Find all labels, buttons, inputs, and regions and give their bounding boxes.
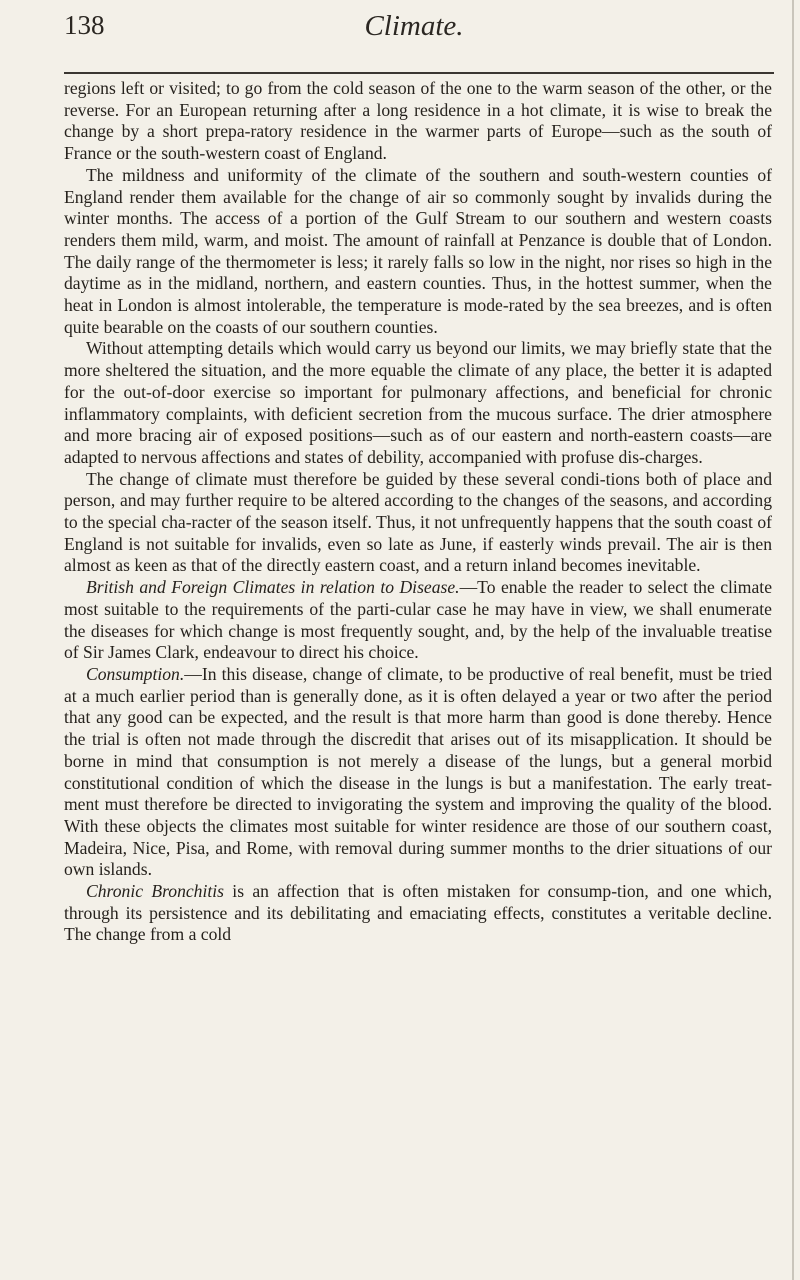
paragraph (64, 577, 772, 664)
paragraph (64, 469, 772, 578)
body-text (64, 78, 772, 946)
paragraph (64, 78, 772, 165)
running-title: Climate. (364, 10, 464, 42)
paragraph-text: The mildness and uniformity of the climate of the southern and south-western counties of England render them available for the change of air so commonly sought by invalids during the winter months. The access of a portion of the Gulf Stream to our southern and western coasts renders them mild, warm, and moist. The amount of rainfall at Penzance is double that of London. The daily range of the thermometer is less; it rarely falls so low in the night, nor rises so high in the daytime as in the midland, northern, and eastern counties. Thus, in the hottest summer, when the heat in London is almost intolerable, the temperature is mode-rated by the sea breezes, and is often quite bearable on the coasts of our southern counties. (64, 164, 772, 337)
section-heading: British and Foreign Climates in relation to Disease. (86, 577, 460, 598)
paragraph (64, 881, 772, 946)
paragraph-text: —To enable the reader to select the climate most suitable to the requirements of the parti-cular case he may have in view, we shall enumerate the diseases for which change is most frequently sought, and, by the help of the invaluable treatise of Sir James Clark, endeavour to direct his choice. (64, 577, 772, 663)
page-header (64, 10, 764, 50)
paragraph (64, 338, 772, 468)
paragraph (64, 165, 772, 339)
header-rule (64, 72, 774, 74)
paragraph-text: regions left or visited; to go from the cold season of the one to the warm season of the other, or the reverse. For an European returning after a long residence in a hot climate, it is wise to break the change by a short prepa-ratory residence in the warmer parts of Europe—such as the south of France or the south-western coast of England. (64, 78, 772, 164)
section-heading: Consumption. (86, 663, 185, 684)
paragraph-text: The change of climate must therefore be guided by these several condi-tions both of place and person, and may further require to be altered according to the changes of the seasons, and according to the special cha-racter of the season itself. Thus, it not unfrequently happens that the south coast of England is not suitable for invalids, even so late as June, if easterly winds prevail. The air is then almost as keen as that of the directly eastern coast, and a return inland becomes inevitable. (64, 468, 772, 576)
section-heading: Chronic Bronchitis (86, 881, 224, 902)
paragraph-text: is an affection that is often mistaken for consump-tion, and one which, through its persistence and its debilitating and emaciating effects, constitutes a veritable decline. The change from a cold (64, 881, 772, 945)
paragraph-text: —In this disease, change of climate, to be productive of real benefit, must be tried at a much earlier period than is generally done, as it is often delayed a year or two after the period that any good can be expected, and the result is that more harm than good is done thereby. Hence the trial is often not made through the discredit that arises out of its misapplication. It should be borne in mind that consumption is not merely a disease of the lungs, but a general morbid constitutional condition of which the disease in the lungs is but a manifestation. The early treat-ment must therefore be directed to invigorating the system and improving the quality of the blood. With these objects the climates most suitable for winter residence are those of our southern coast, Madeira, Nice, Pisa, and Rome, with removal during summer months to the drier situations of our own islands. (64, 663, 772, 880)
paragraph-text: Without attempting details which would carry us beyond our limits, we may briefly state that the more sheltered the situation, and the more equable the climate of any place, the better it is adapted for the out-of-door exercise so important for pulmonary affections, and beneficial for chronic inflammatory complaints, with deficient secretion from the mucous surface. The drier atmosphere and more bracing air of exposed positions—such as of our eastern and north-eastern coasts—are adapted to nervous affections and states of debility, accompanied with profuse dis-charges. (64, 338, 772, 467)
page-number: 138 (64, 10, 105, 40)
page-edge-shadow (792, 0, 794, 1280)
paragraph (64, 664, 772, 881)
